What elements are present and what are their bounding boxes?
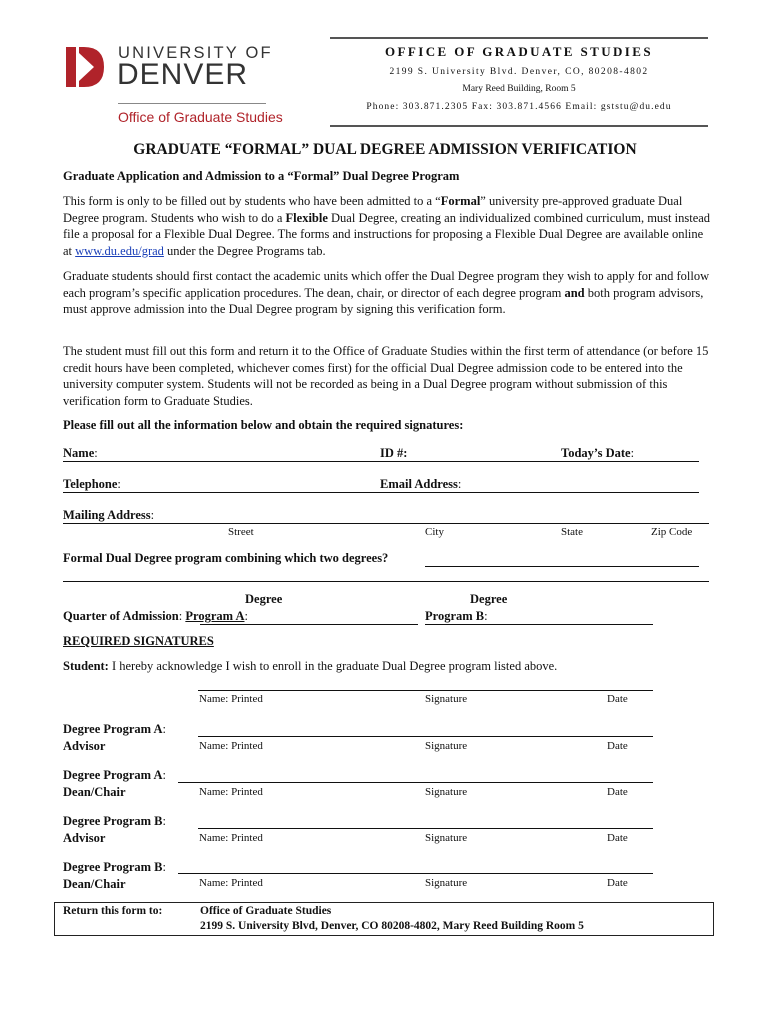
mailing-address-label: Mailing Address: — [63, 508, 155, 522]
office-address: 2199 S. University Blvd. Denver, CO, 80208-4802 — [389, 67, 649, 77]
mailing-address-field[interactable] — [63, 523, 709, 524]
program-b-advisor-role: Advisor — [63, 831, 106, 845]
form-subtitle: Graduate Application and Admission to a “Formal” Dual Degree Program — [63, 169, 460, 183]
id-label: ID #: — [380, 446, 408, 460]
intro-paragraph: This form is only to be filled out by students who have been admitted to a “Formal” university pre-approved graduate Dual Degree program. Students who wish to do a Flexible Dual Degree, creating an individualized combined curriculum, must instead file a proposal for a Flexible Dual Degree. The forms and instructions for proposing a Flexible Dual Degree are available online at www.du.edu/grad under the Degree Programs tab. — [63, 194, 711, 258]
logo-office-text: Office of Graduate Studies — [118, 109, 283, 125]
program-b-dean-date-caption: Date — [607, 877, 628, 889]
submission-paragraph: The student must fill out this form and return it to the Office of Graduate Studies within the first term of attendance (or before 15 credit hours have been completed, whichever comes first) for the official Dual Degree admission code to be entered into the university computer system. Students will not be recorded as being in a Dual Degree program without submission of this verification form to Graduate Studies. — [63, 344, 709, 408]
telephone-label: Telephone: — [63, 477, 121, 491]
program-b-dean-name-caption: Name: Printed — [199, 877, 263, 889]
student-signature-line[interactable] — [198, 690, 653, 691]
office-building: Mary Reed Building, Room 5 — [462, 84, 576, 94]
program-a-advisor-date-caption: Date — [607, 740, 628, 752]
return-office-name: Office of Graduate Studies — [200, 905, 332, 917]
return-to-label: Return this form to: — [63, 905, 163, 917]
program-a-dean-label: Degree Program A: — [63, 768, 166, 782]
state-caption: State — [561, 526, 583, 538]
email-label: Email Address: — [380, 477, 462, 491]
degree-b-heading: Degree — [470, 592, 508, 606]
program-a-advisor-name-caption: Name: Printed — [199, 740, 263, 752]
return-office-address: 2199 S. University Blvd, Denver, CO 80208-4802, Mary Reed Building Room 5 — [200, 920, 584, 932]
header-bottom-rule — [330, 125, 708, 127]
office-contact: Phone: 303.871.2305 Fax: 303.871.4566 Email: gststu@du.edu — [366, 102, 672, 112]
program-a-advisor-signature-caption: Signature — [425, 740, 468, 752]
combining-degrees-label: Formal Dual Degree program combining which two degrees? — [63, 551, 389, 565]
program-b-dean-label: Degree Program B: — [63, 860, 166, 874]
logo-denver-text: DENVER — [117, 58, 249, 91]
student-acknowledgement: Student: I hereby acknowledge I wish to enroll in the graduate Dual Degree program listed above. — [63, 659, 558, 673]
header-top-rule — [330, 37, 708, 39]
program-a-advisor-role: Advisor — [63, 739, 106, 753]
name-label: Name: — [63, 446, 98, 460]
page-title: GRADUATE “FORMAL” DUAL DEGREE ADMISSION VERIFICATION — [133, 141, 637, 158]
student-date-caption: Date — [607, 693, 628, 705]
logo-university-text: UNIVERSITY OF — [118, 44, 273, 62]
combining-degrees-field[interactable] — [425, 566, 699, 567]
program-b-dean-signature-caption: Signature — [425, 877, 468, 889]
program-b-advisor-signature-caption: Signature — [425, 832, 468, 844]
name-id-date-field[interactable] — [63, 461, 699, 462]
grad-link[interactable]: www.du.edu/grad — [75, 243, 164, 258]
city-caption: City — [425, 526, 444, 538]
instruction-text: Please fill out all the information below and obtain the required signatures: — [63, 418, 464, 432]
university-logo-icon — [66, 47, 104, 87]
telephone-email-field[interactable] — [63, 492, 699, 493]
program-b-advisor-signature-line[interactable] — [198, 828, 653, 829]
program-b-dean-signature-line[interactable] — [178, 873, 653, 874]
program-a-dean-signature-caption: Signature — [425, 786, 468, 798]
program-b-advisor-date-caption: Date — [607, 832, 628, 844]
program-a-dean-role: Dean/Chair — [63, 785, 126, 799]
program-a-advisor-label: Degree Program A: — [63, 722, 166, 736]
quarter-admission-label: Quarter of Admission: Program A: — [63, 609, 248, 623]
student-signature-caption: Signature — [425, 693, 468, 705]
street-caption: Street — [228, 526, 254, 538]
program-b-advisor-label: Degree Program B: — [63, 814, 166, 828]
combining-degrees-field-2[interactable] — [63, 581, 709, 582]
program-b-field[interactable] — [425, 624, 653, 625]
todays-date-label: Today’s Date: — [561, 446, 635, 460]
program-a-dean-name-caption: Name: Printed — [199, 786, 263, 798]
program-a-dean-date-caption: Date — [607, 786, 628, 798]
program-b-label: Program B: — [425, 609, 488, 623]
required-signatures-heading: REQUIRED SIGNATURES — [63, 634, 214, 648]
zip-caption: Zip Code — [651, 526, 693, 538]
program-b-advisor-name-caption: Name: Printed — [199, 832, 263, 844]
program-b-dean-role: Dean/Chair — [63, 877, 126, 891]
contact-paragraph: Graduate students should first contact the academic units which offer the Dual Degree program they wish to apply for and follow each program’s specific application procedures. The dean, chair, or director of each degree program and both program advisors, must approve admission into the Dual Degree program by signing this verification form. — [63, 269, 710, 316]
logo-divider — [118, 103, 266, 104]
program-a-dean-signature-line[interactable] — [178, 782, 653, 783]
student-name-printed-caption: Name: Printed — [199, 693, 263, 705]
office-title: OFFICE OF GRADUATE STUDIES — [385, 44, 653, 59]
program-a-field[interactable] — [200, 624, 418, 625]
program-a-advisor-signature-line[interactable] — [198, 736, 653, 737]
degree-a-heading: Degree — [245, 592, 283, 606]
